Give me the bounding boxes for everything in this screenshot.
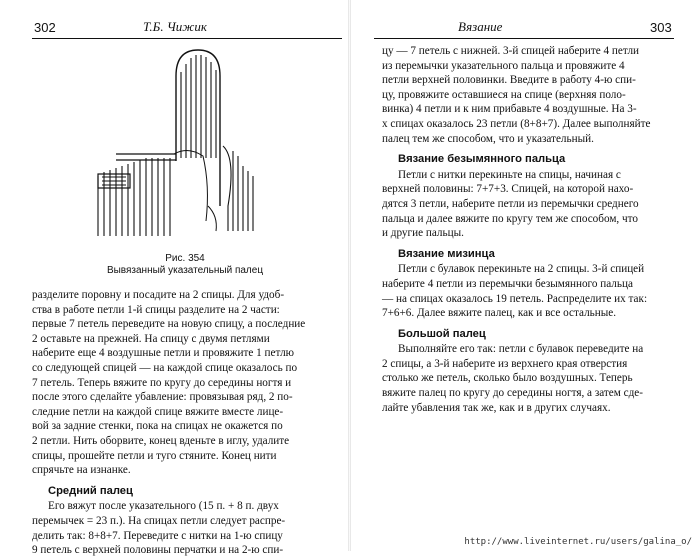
running-head-left: Т.Б. Чижик [143,19,207,34]
text-line: х спицах оказалось 23 петли (8+8+7). Далее выполняйте [382,117,651,130]
figure-caption-text: Вывязанный указательный палец [106,265,264,276]
text-line: из перемычки указательного пальца и провяжите 4 [382,59,625,72]
text-line: разделите поровну и посадите на 2 спицы. Для удоб- [32,289,285,301]
text-line: делить так: 8+8+7. Переведите с нитки на 1-ю спицу [32,529,283,542]
text-line: палец тем же способом, что и указательный. [382,132,594,145]
text-line: петли верхней половинки. Введите в работу 4-ю спи- [382,74,636,87]
text-line: 7 петель. Теперь вяжите по кругу до середины ногтя и [32,376,292,389]
watermark-url: http://www.liveinternet.ru/users/galina_o/ [464,537,692,547]
page-number-left: 302 [34,20,56,35]
header-rule-right [374,38,674,39]
text-line: цу — 7 петель с нижней. 3-й спицей наберите 4 петли [382,45,640,57]
text-line: 2 оставьте на прежней. На спицу с двумя петлями [32,332,270,345]
text-line: наберите 4 петли из перемычки безымянного пальца [382,277,633,290]
text-line: Петли с булавок перекиньте на 2 спицы. 3-й спицей [398,263,645,276]
text-line: верхней половины: 7+7+3. Спицей, на которой нахо- [382,183,634,196]
text-line: наберите еще 4 воздушные петли и провяжите 1 петлю [32,347,295,360]
text-line: Петли с нитки перекиньте на спицы, начиная с [398,168,621,181]
heading-pinky-finger: Вязание мизинца [398,247,495,260]
header-rule-left [32,38,342,39]
text-line: 2 спицы, а 3-й наберите из верхнего края отверстия [382,357,628,370]
figure-caption [60,253,310,277]
knitted-finger-illustration [88,46,268,236]
text-line: перемычек = 23 п.). На спицах петли следует распре- [32,514,286,527]
text-line: вяжите палец по кругу до середины ногтя, а затем сде- [382,387,643,400]
heading-middle-finger: Средний палец [48,484,133,497]
text-line: дятся 3 петли, наберите петли из перемычки среднего [382,197,639,210]
text-line: цу, провяжите оставшиеся на спице (верхняя поло- [382,88,626,101]
text-line: ства в работе петли 1-й спицы разделите на 2 части: [32,303,280,316]
text-line: 9 петель с верхней половины перчатки и на 2-ю спи- [32,544,284,557]
text-line: лайте убавления так же, как и в других случаях. [382,401,611,414]
text-line: вой за задние стенки, пока на спицах не окажется по [32,420,283,433]
left-page [0,0,350,557]
text-line: после этого сделайте убавление: провязывая ряд, 2 по- [32,391,293,404]
text-line: Выполняйте его так: петли с булавок переведите на [398,343,644,356]
text-line: со следующей спицей — на каждой спице оказалось по [32,361,298,374]
text-line: столько же петель, сколько было воздушных. Теперь [382,372,633,385]
page-number-right: 303 [650,20,672,35]
text-line: первые 7 петель переведите на новую спицу, а последние [32,318,306,331]
text-line: и другие пальцы. [382,227,464,240]
text-line: Его вяжут после указательного (15 п. + 8 п. двух [48,500,279,513]
figure-caption-number: Рис. 354 [165,253,205,264]
text-line: — на спицах оказалось 19 петель. Распределите их так: [382,292,648,305]
heading-ring-finger: Вязание безымянного пальца [398,153,566,166]
right-page [350,0,700,551]
text-line: пальца и далее вяжите по кругу тем же способом, что [382,212,638,225]
text-line: спицы, прошейте петли и туго стяните. Конец нити [32,449,277,462]
left-text-column [32,288,312,558]
right-text-column [382,44,665,415]
running-head-right: Вязание [458,19,503,34]
text-line: спрячьте на изнанке. [32,464,131,477]
heading-thumb: Большой палец [398,327,486,340]
text-line: винка) 4 петли и к ним прибавьте 4 воздушные. На 3- [382,103,637,116]
text-line: 2 петли. Нить оборвите, конец вденьте в иглу, удалите [32,434,290,447]
text-line: 7+6+6. Далее вяжите палец, как и все остальные. [382,307,617,320]
text-line: следние петли на каждой спице вяжите вместе лице- [32,405,284,418]
